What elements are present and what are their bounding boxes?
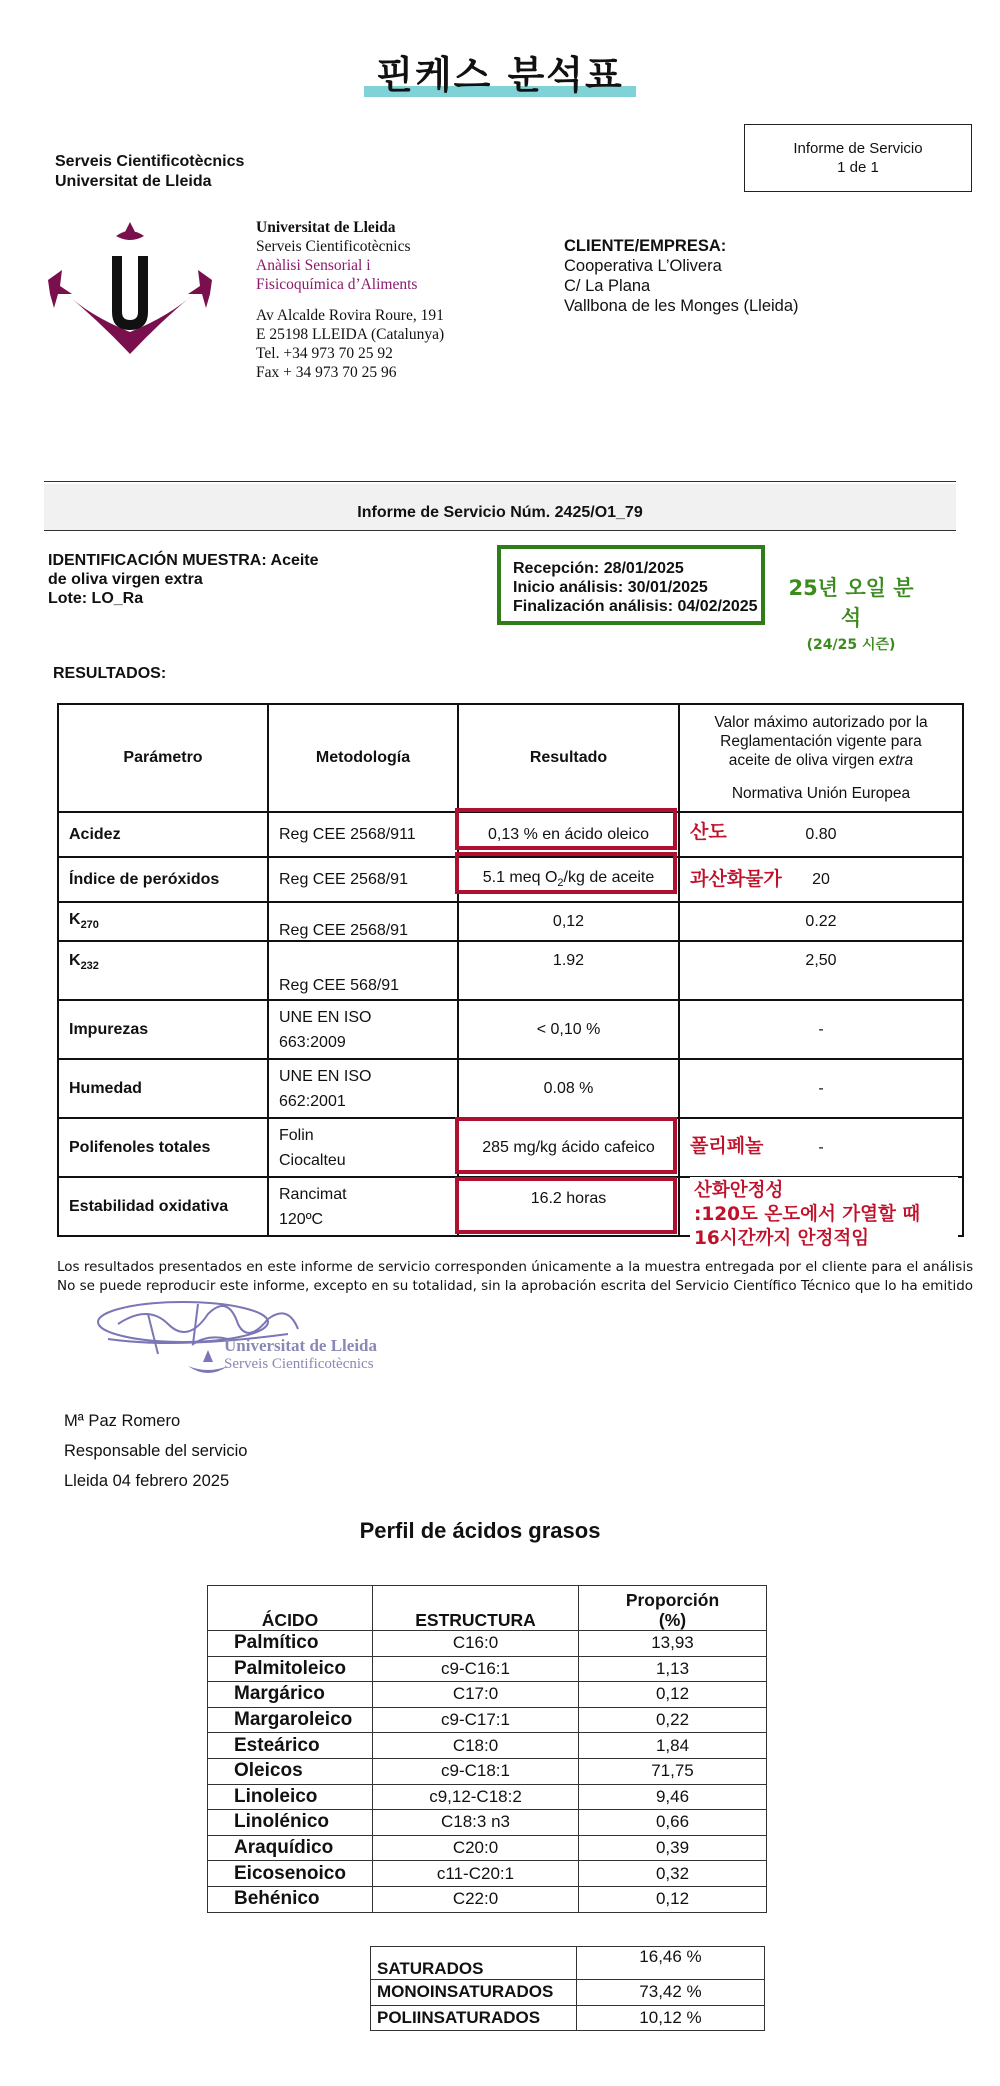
acid-proportion: 13,93 (579, 1631, 767, 1657)
table-row (371, 1947, 765, 1980)
signatory-date: Lleida 04 febrero 2025 (64, 1472, 230, 1490)
param-stability: Estabilidad oxidativa (58, 1177, 268, 1236)
acid-structure: c9,12-C18:2 (373, 1784, 579, 1810)
table-row (371, 1980, 765, 2006)
sample-line1: IDENTIFICACIÓN MUESTRA: Aceite (48, 552, 319, 569)
acid-proportion: 0,39 (579, 1835, 767, 1861)
document-title-wrap (0, 44, 1000, 99)
highlight-acidity (455, 808, 677, 850)
informe-box-label: Informe de Servicio (793, 140, 923, 157)
acid-name: Palmítico (208, 1631, 373, 1657)
client-street: C/ La Plana (564, 277, 651, 295)
result-impurities: < 0,10 % (458, 1000, 679, 1059)
result-peroxide: 5.1 meq $O_2/kg$ de aceite (458, 857, 679, 902)
total-label: MONOINSATURADOS (371, 1980, 577, 2006)
table-row (58, 941, 963, 1000)
method-peroxide: Reg CEE 2568/91 (268, 857, 458, 902)
address-fax: Fax + 34 973 70 25 96 (256, 364, 397, 381)
acid-proportion: 71,75 (579, 1758, 767, 1784)
annotation-stability-line3: 16시간까지 안정적임 (694, 1228, 870, 1249)
total-label: SATURADOS (371, 1947, 577, 1980)
acid-name: Behénico (208, 1886, 373, 1912)
document-title-text: 핀케스 분석표 (376, 53, 624, 97)
fatty-acid-totals-table (370, 1946, 765, 2031)
annotation-polyphenols: 폴리페놀 (690, 1135, 764, 1157)
signatory-block (64, 1406, 247, 1496)
result-stability: 16.2 horas (458, 1177, 679, 1236)
dates-box (497, 545, 765, 625)
max-peroxide: 20 (679, 857, 963, 902)
sample-identification (48, 551, 348, 608)
acid-name: Palmitoleico (208, 1656, 373, 1682)
university-logo-icon (40, 212, 220, 362)
address-line6: E 25198 LLEIDA (Catalunya) (256, 326, 445, 343)
signatory-name: Mª Paz Romero (64, 1412, 181, 1430)
annotation-stability-line1: 산화안정성 (694, 1180, 784, 1201)
acid-structure: C17:0 (373, 1682, 579, 1708)
acid-structure: C18:0 (373, 1733, 579, 1759)
method-impurities: UNE EN ISO 663:2009 (268, 1000, 458, 1059)
max-k270: 0.22 (679, 902, 963, 941)
acid-proportion: 1,13 (579, 1656, 767, 1682)
fatty-acids-header-row (208, 1586, 767, 1631)
header-parameter: Parámetro (58, 704, 268, 812)
max-impurities: - (679, 1000, 963, 1059)
acid-name: Esteárico (208, 1733, 373, 1759)
acid-name: Eicosenoico (208, 1861, 373, 1887)
highlight-peroxide (455, 852, 677, 894)
analysis-start-date: Inicio análisis: 30/01/2025 (513, 579, 708, 596)
total-label: POLIINSATURADOS (371, 2005, 577, 2031)
acid-proportion: 9,46 (579, 1784, 767, 1810)
highlight-stability (455, 1177, 677, 1234)
table-row (208, 1656, 767, 1682)
total-value: 10,12 % (577, 2005, 765, 2031)
sample-lot: Lote: LO_Ra (48, 590, 144, 607)
client-name: Cooperativa L’Olivera (564, 257, 722, 275)
max-moisture: - (679, 1059, 963, 1118)
disclaimer-line2: No se puede reproducir este informe, excepto en su totalidad, sin la aprobación escrita del Servicio Científico Técnico que lo ha emitido (57, 1278, 974, 1294)
header-acid: ÁCIDO (208, 1586, 373, 1631)
disclaimer-line1: Los resultados presentados en este informe de servicio corresponden únicamente a la muestra entregada por el cliente para el análisis (57, 1259, 974, 1275)
max-acidity: 0.80 (679, 812, 963, 857)
acid-name: Oleicos (208, 1758, 373, 1784)
fatty-acids-title: Perfil de ácidos grasos (359, 1518, 601, 1543)
acid-proportion: 0,12 (579, 1886, 767, 1912)
client-city: Vallbona de les Monges (Lleida) (564, 297, 799, 315)
method-polyphenols: Folin Ciocalteu (268, 1118, 458, 1177)
stamp-service: Serveis Cientificotècnics (224, 1356, 374, 1372)
table-row (208, 1631, 767, 1657)
acid-proportion: 0,22 (579, 1707, 767, 1733)
acid-structure: C18:3 n3 (373, 1810, 579, 1836)
acid-structure: c9-C16:1 (373, 1656, 579, 1682)
table-row (208, 1682, 767, 1708)
stamp-university: Universitat de Lleida (224, 1336, 377, 1355)
header-method: Metodología (268, 704, 458, 812)
acid-name: Linolénico (208, 1810, 373, 1836)
acid-name: Linoleico (208, 1784, 373, 1810)
total-value: 73,42 % (577, 1980, 765, 2006)
header-result: Resultado (458, 704, 679, 812)
header-max-line3: aceite de oliva virgen extra (728, 752, 914, 769)
method-stability: Rancimat 120ºC (268, 1177, 458, 1236)
acid-proportion: 0,32 (579, 1861, 767, 1887)
divider (44, 481, 956, 482)
signatory-role: Responsable del servicio (64, 1442, 248, 1460)
max-k232: 2,50 (679, 941, 963, 1000)
max-polyphenols: - (679, 1118, 963, 1177)
acid-proportion: 0,12 (579, 1682, 767, 1708)
table-row (208, 1810, 767, 1836)
header-max-value (679, 704, 963, 812)
header-max-line4: Normativa Unión Europea (731, 785, 911, 802)
season-note-line2: (24/25 시즌) (806, 637, 896, 653)
annotation-peroxide: 과산화물가 (690, 868, 782, 890)
season-note-line1: 25년 오일 분석 (788, 576, 914, 630)
param-polyphenols: Polifenoles totales (58, 1118, 268, 1177)
result-k270: 0,12 (458, 902, 679, 941)
table-row (208, 1861, 767, 1887)
acid-structure: C20:0 (373, 1835, 579, 1861)
acid-structure: c11-C20:1 (373, 1861, 579, 1887)
address-line1: Universitat de Lleida (256, 219, 396, 236)
header-structure: ESTRUCTURA (373, 1586, 579, 1631)
param-acidity: Acidez (58, 812, 268, 857)
acid-structure: c9-C18:1 (373, 1758, 579, 1784)
acid-name: Araquídico (208, 1835, 373, 1861)
address-line3: Anàlisi Sensorial i (256, 257, 371, 274)
method-k270: Reg CEE 2568/91 (268, 902, 458, 941)
table-row (58, 902, 963, 941)
method-acidity: Reg CEE 2568/911 (268, 812, 458, 857)
param-k232: $K_{232}$ (58, 941, 268, 1000)
lab-header-line1: Serveis Cientificotècnics (55, 153, 245, 170)
address-phone: Tel. +34 973 70 25 92 (256, 345, 393, 362)
season-note (786, 572, 916, 654)
sample-line2: de oliva virgen extra (48, 571, 203, 588)
result-acidity: 0,13 % en ácido oleico (458, 812, 679, 857)
fatty-acids-table (207, 1585, 767, 1913)
table-row (208, 1835, 767, 1861)
table-row (58, 1000, 963, 1059)
client-block (564, 236, 799, 316)
acid-structure: C22:0 (373, 1886, 579, 1912)
table-row (208, 1886, 767, 1912)
lab-header-line2: Universitat de Lleida (55, 173, 212, 190)
result-moisture: 0.08 % (458, 1059, 679, 1118)
reception-date: Recepción: 28/01/2025 (513, 560, 684, 577)
annotation-stability (690, 1177, 958, 1253)
table-row (208, 1784, 767, 1810)
acid-structure: c9-C17:1 (373, 1707, 579, 1733)
param-moisture: Humedad (58, 1059, 268, 1118)
address-line4: Fisicoquímica d’Aliments (256, 276, 418, 293)
header-max-line1: Valor máximo autorizado por la (714, 714, 928, 731)
address-line5: Av Alcalde Rovira Roure, 191 (256, 307, 444, 324)
table-row (58, 1059, 963, 1118)
result-k232: 1.92 (458, 941, 679, 1000)
acid-proportion: 0,66 (579, 1810, 767, 1836)
acid-name: Margárico (208, 1682, 373, 1708)
param-impurities: Impurezas (58, 1000, 268, 1059)
results-label: RESULTADOS: (53, 665, 167, 682)
header-max-line2: Reglamentación vigente para (720, 733, 922, 750)
highlight-polyphenols (455, 1117, 677, 1174)
table-row (208, 1758, 767, 1784)
acid-proportion: 1,84 (579, 1733, 767, 1759)
param-k270: $K_{270}$ (58, 902, 268, 941)
table-row (371, 2005, 765, 2031)
method-moisture: UNE EN ISO 662:2001 (268, 1059, 458, 1118)
total-value: 16,46 % (577, 1947, 765, 1980)
informe-box-page: 1 de 1 (837, 159, 879, 176)
method-k232: Reg CEE 568/91 (268, 941, 458, 1000)
client-label: CLIENTE/EMPRESA: (564, 237, 727, 255)
address-line2: Serveis Cientificotècnics (256, 238, 411, 255)
analysis-end-date: Finalización análisis: 04/02/2025 (513, 598, 758, 615)
results-header-row (58, 704, 963, 812)
report-number: Informe de Servicio Núm. 2425/O1_79 (357, 504, 643, 521)
informe-box (744, 124, 972, 192)
table-row (208, 1733, 767, 1759)
lab-header (55, 152, 244, 192)
annotation-stability-line2: :120도 온도에서 가열할 때 (694, 1204, 921, 1225)
acid-name: Margaroleico (208, 1707, 373, 1733)
table-row (208, 1707, 767, 1733)
param-peroxide: Índice de peróxidos (58, 857, 268, 902)
document-title (364, 44, 635, 99)
lab-address (256, 218, 444, 382)
annotation-acidity: 산도 (690, 821, 727, 843)
acid-structure: C16:0 (373, 1631, 579, 1657)
result-polyphenols: 285 mg/kg ácido cafeico (458, 1118, 679, 1177)
header-proportion: Proporción (%) (579, 1586, 767, 1631)
